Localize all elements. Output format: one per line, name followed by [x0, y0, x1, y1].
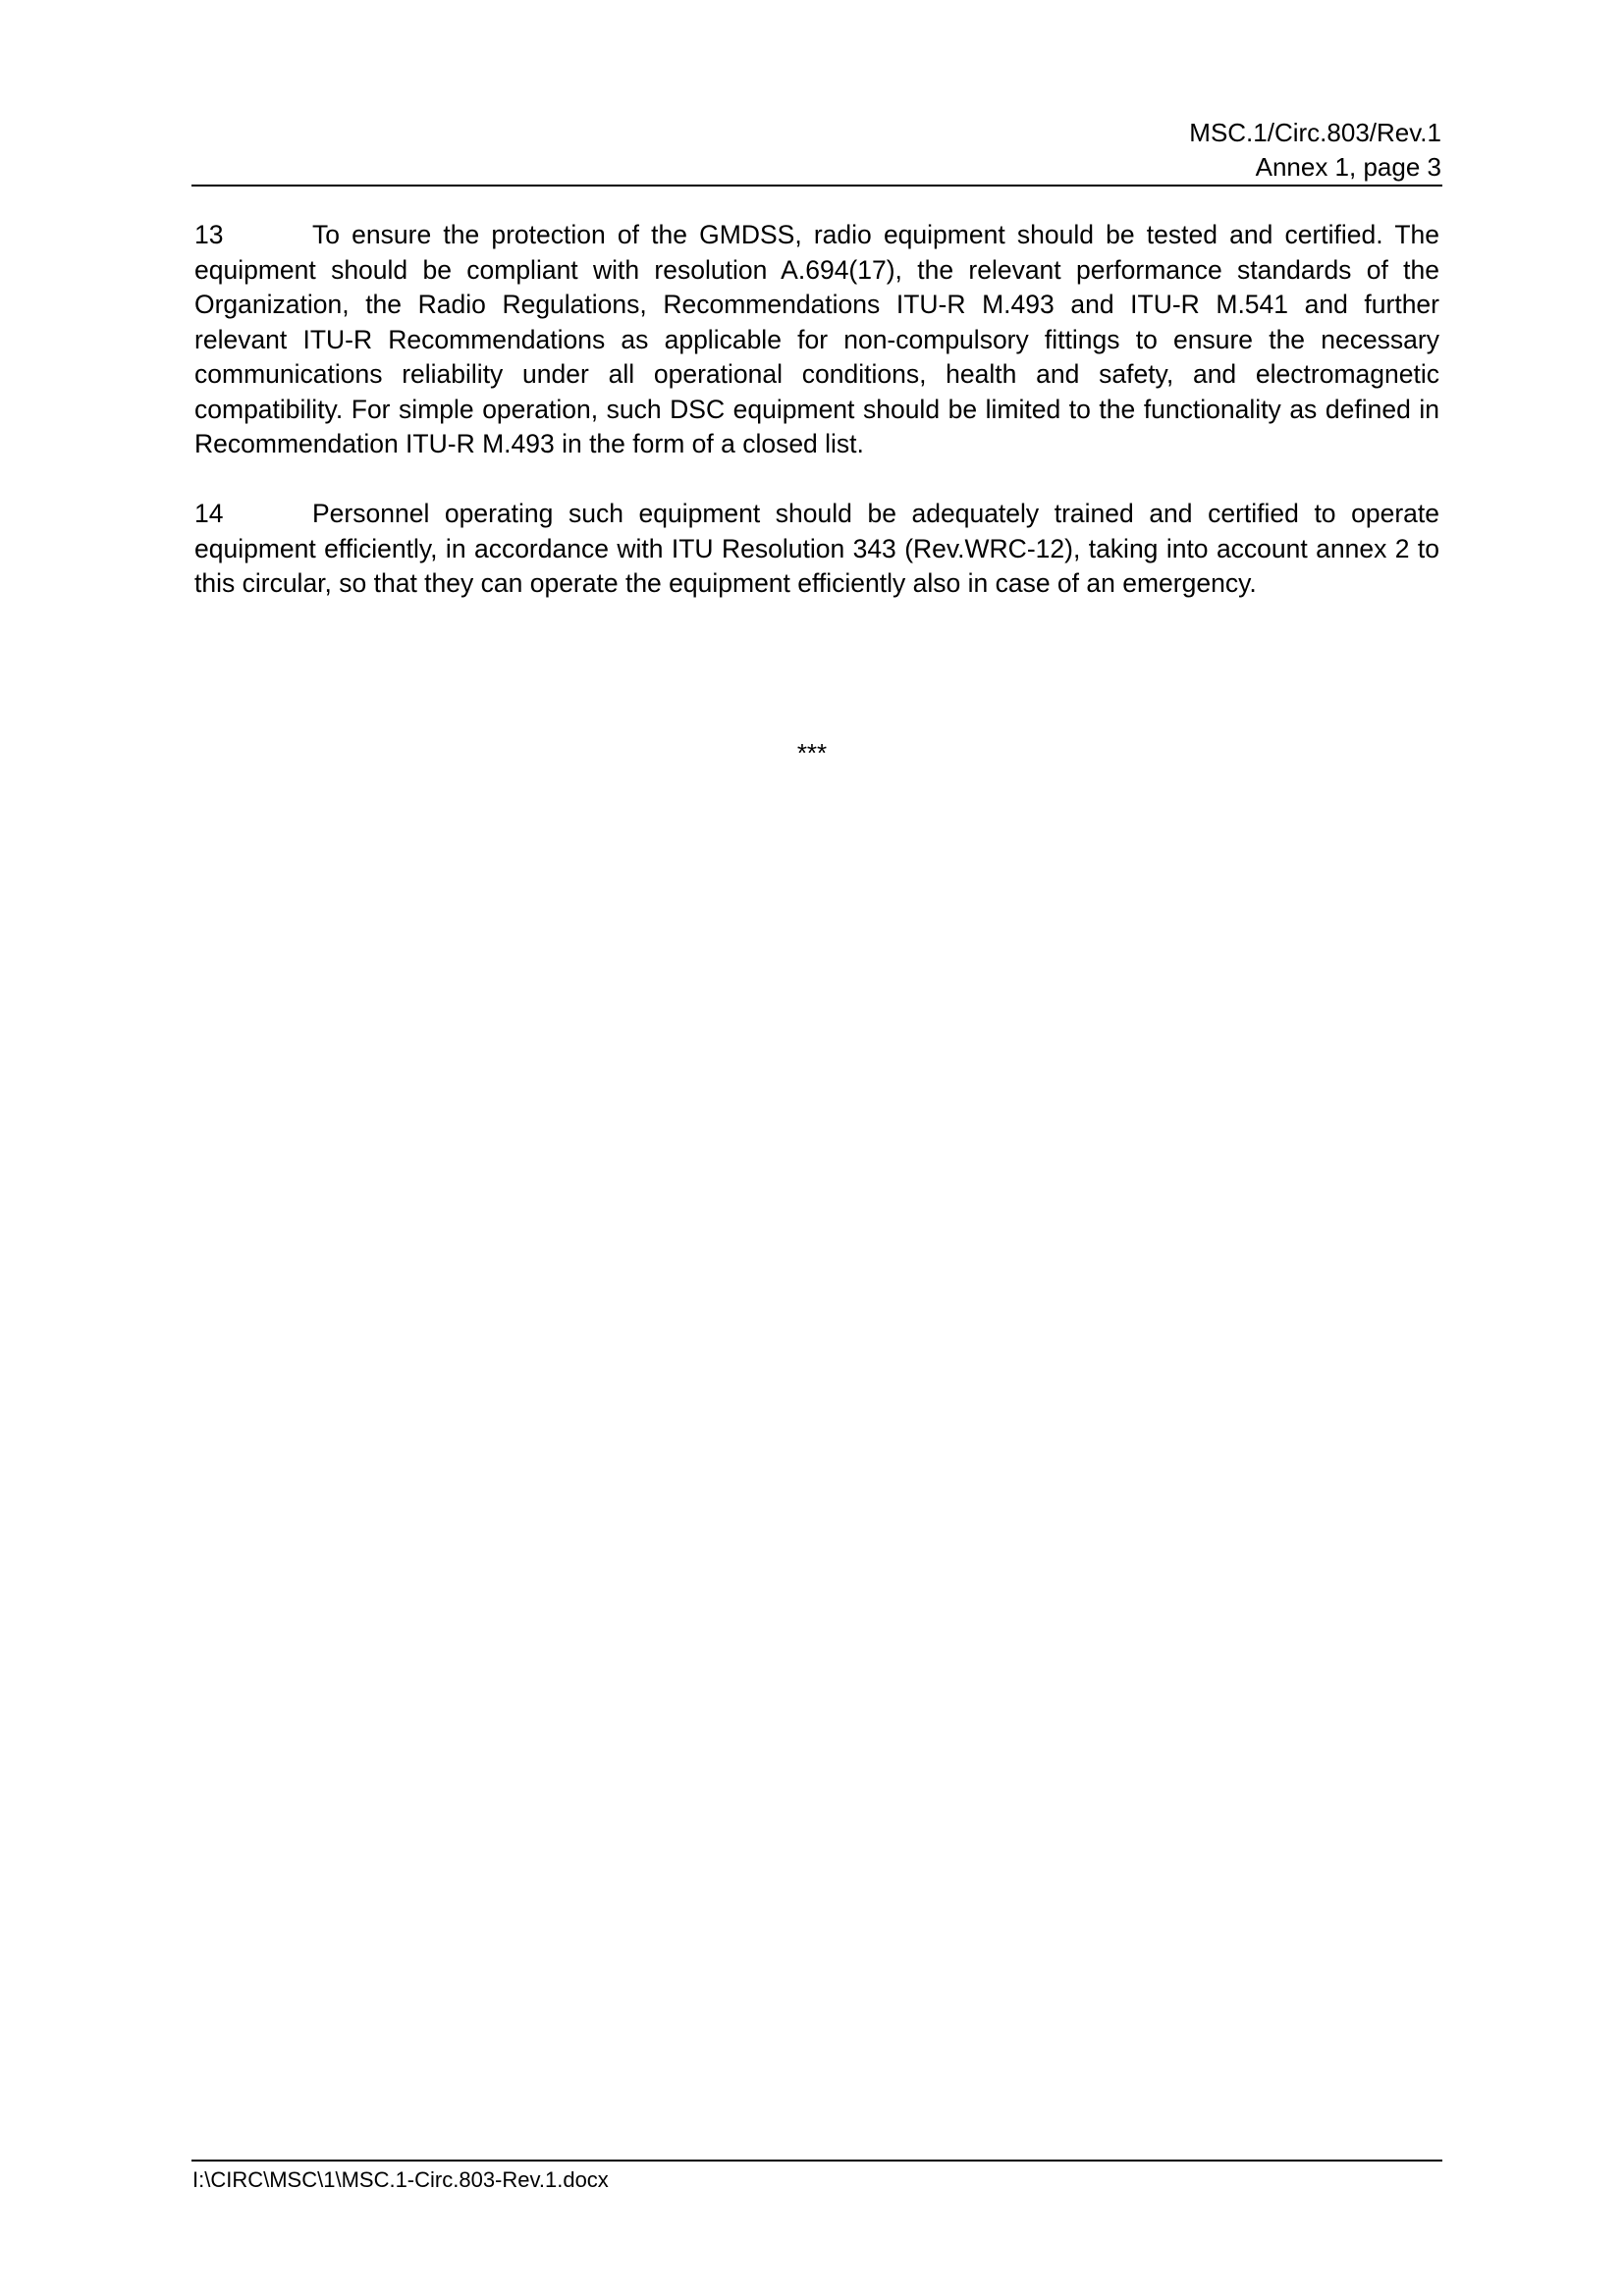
footer-divider: [191, 2160, 1442, 2162]
paragraph-number: 13: [194, 220, 224, 249]
paragraph-14: [194, 497, 1439, 602]
footer-file-path: I:\CIRC\MSC\1\MSC.1-Circ.803-Rev.1.docx: [192, 2167, 609, 2192]
document-reference: MSC.1/Circ.803/Rev.1: [1189, 118, 1441, 147]
page-header: [191, 116, 1441, 185]
paragraph-text: Personnel operating such equipment should be adequately trained and certified to operate equipment efficiently, in accordance with ITU Resolution 343 (Rev.WRC-12), taking into account annex 2 to this circular, so that they can operate the equipment efficiently also in case of an emergency.: [194, 499, 1439, 598]
document-body: [194, 218, 1439, 636]
paragraph-number: 14: [194, 499, 224, 528]
header-divider: [191, 185, 1442, 187]
section-separator: ***: [796, 738, 828, 768]
page-label: Annex 1, page 3: [1255, 152, 1441, 182]
paragraph-13: [194, 218, 1439, 462]
paragraph-text: To ensure the protection of the GMDSS, radio equipment should be tested and certified. The equipment should be compliant with resolution A.694(17), the relevant performance standards of the Organization, the Radio Regulations, Recommendations ITU-R M.493 and ITU-R M.541 and further relevant ITU-R Recommendations as applicable for non-compulsory fittings to ensure the necessary communications reliability under all operational conditions, health and safety, and electromagnetic compatibility. For simple operation, such DSC equipment should be limited to the functionality as defined in Recommendation ITU-R M.493 in the form of a closed list.: [194, 220, 1439, 458]
